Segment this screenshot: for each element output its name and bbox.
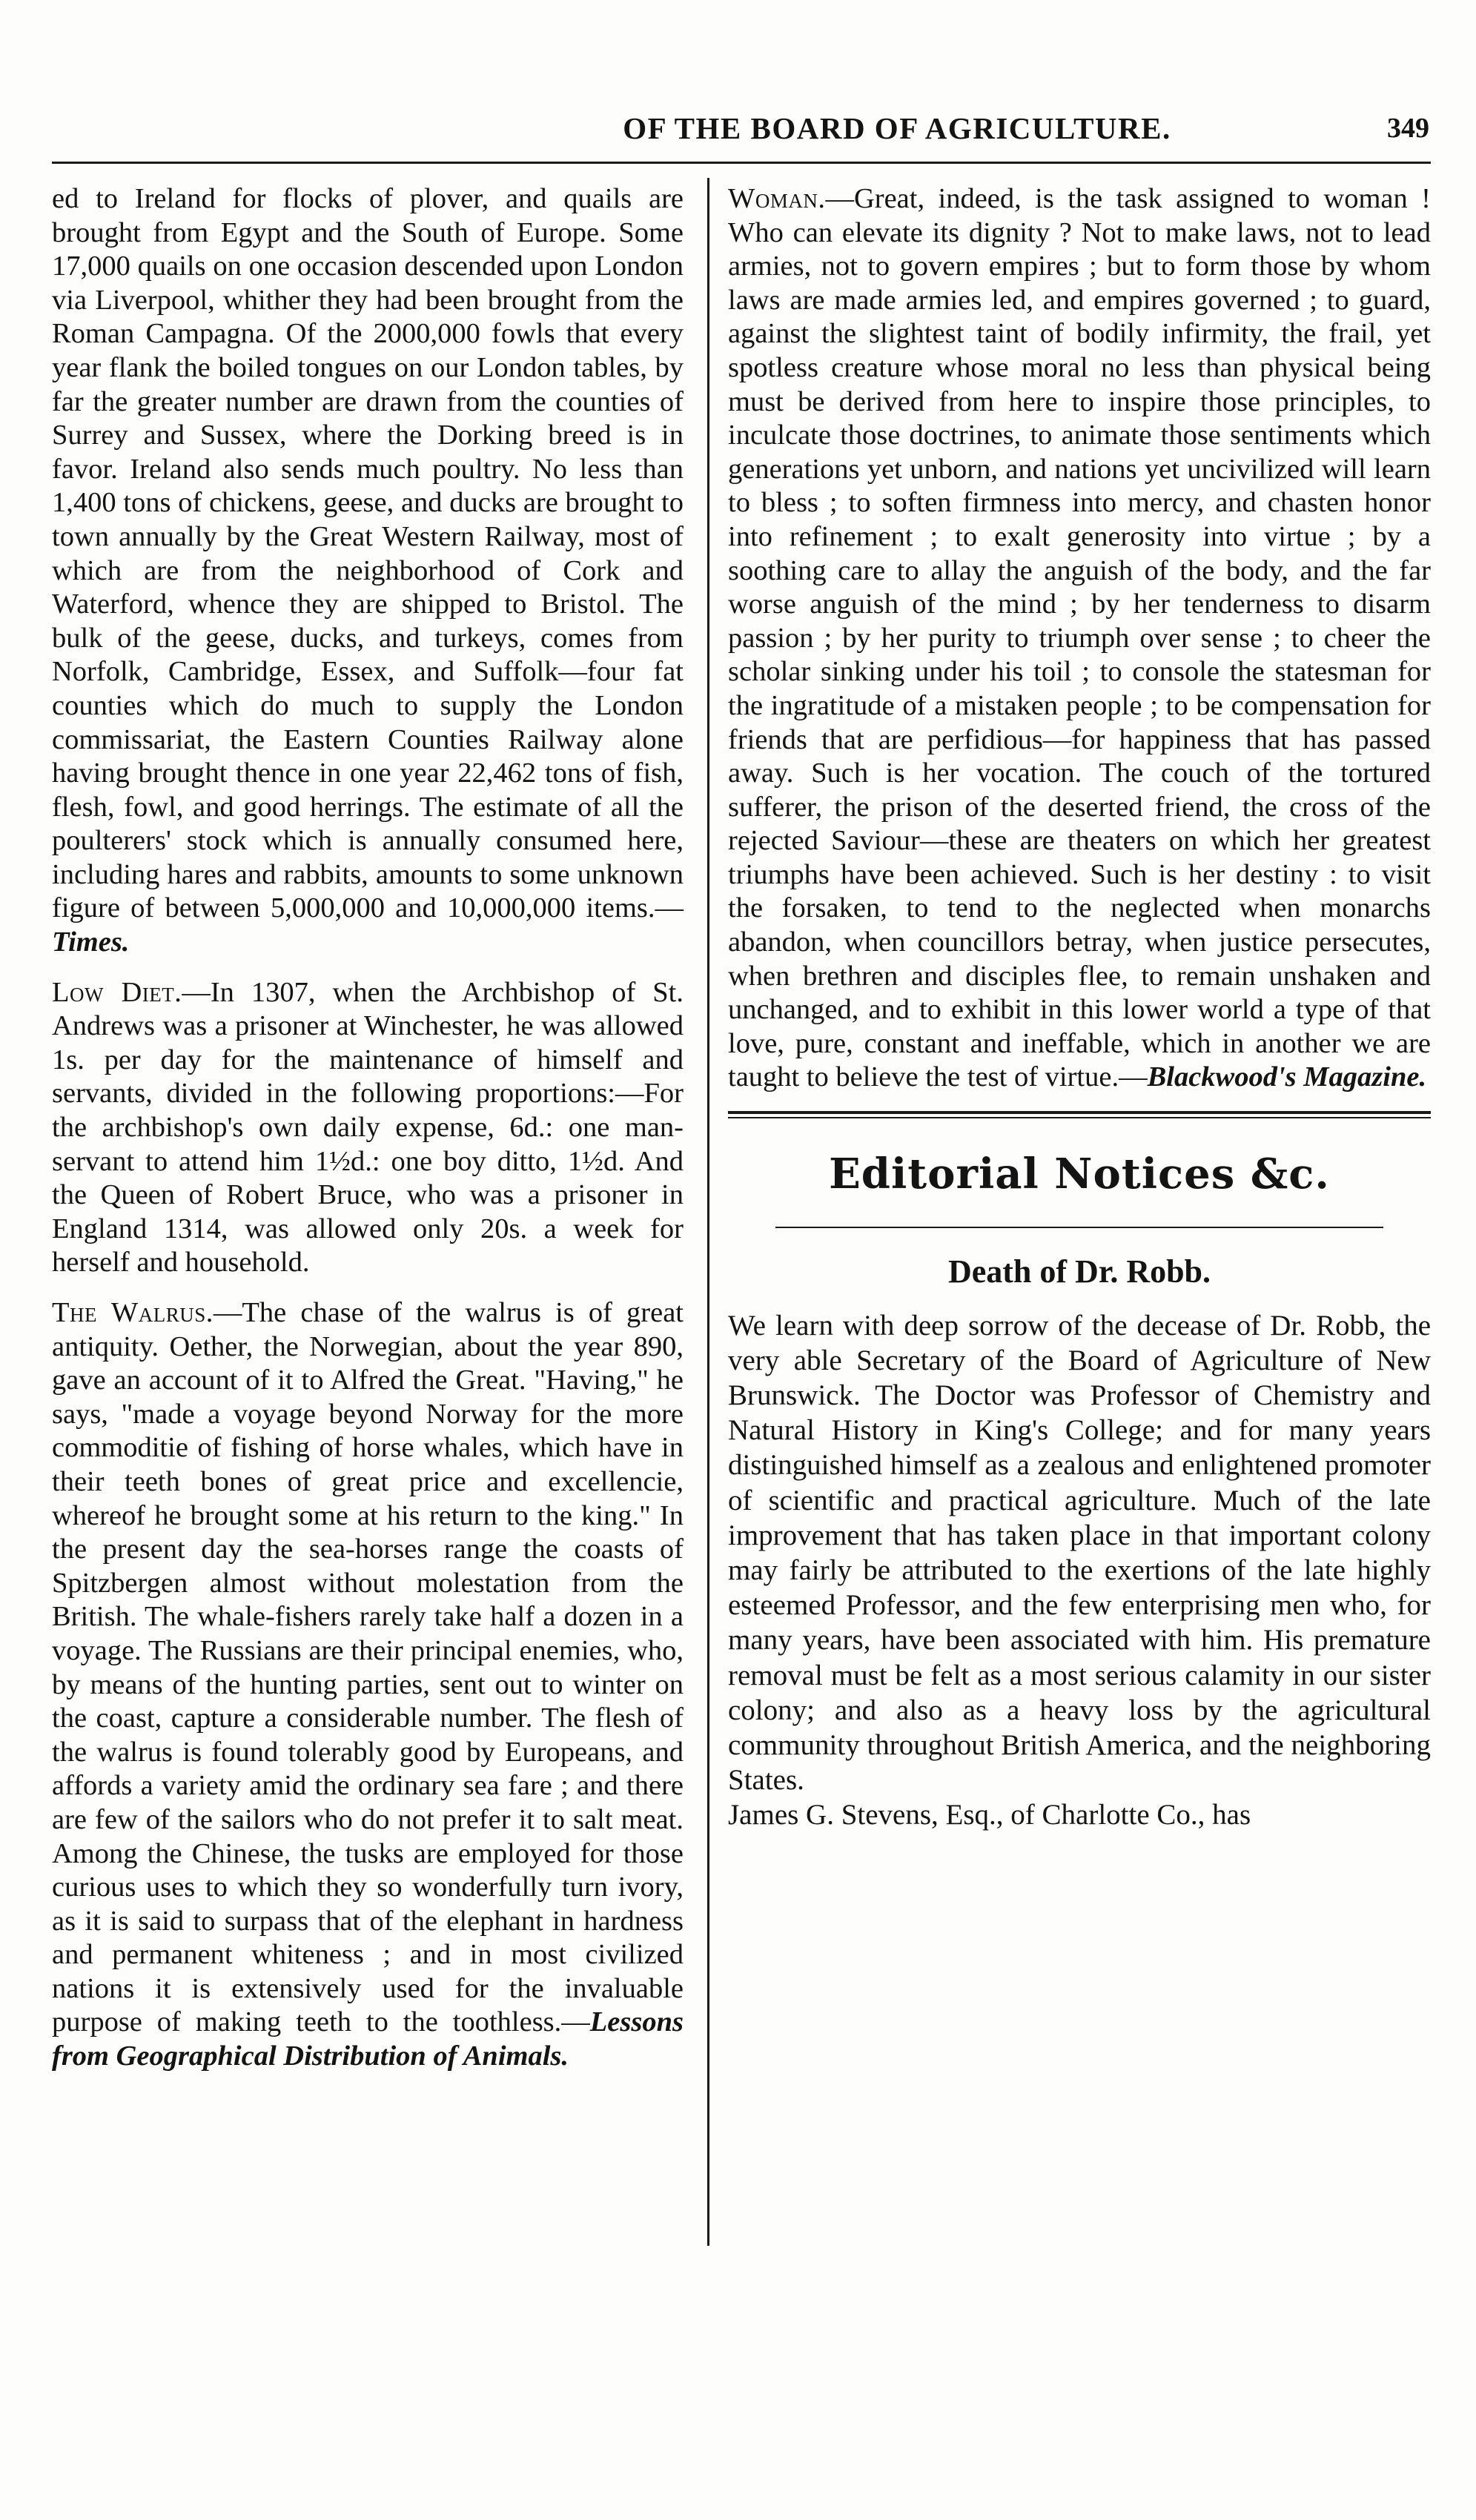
article-paragraph-2: [728, 1797, 1431, 1832]
section-thin-rule: [728, 1117, 1431, 1118]
poultry-text: ed to Ireland for flocks of plover, and quails are brought from Egypt and the South of Europe. Some 17,000 quails on one occasion descended upon London via Liverpool, whither they had been brought from the Roman Campagna. Of the 2000,000 fowls that every year flank the boiled tongues on our London tables, by far the greater number are drawn from the counties of Surrey and Sussex, where the Dorking breed is in favor. Ireland also sends much poultry. No less than 1,400 tons of chickens, geese, and ducks are brought to town annually by the Great Western Railway, most of which are from the neighborhood of Cork and Waterford, whence they are shipped to Bristol. The bulk of the geese, ducks, and turkeys, comes from Norfolk, Cambridge, Essex, and Suffolk—four fat counties which do much to supply the London commissariat, the Eastern Counties Railway alone having brought thence in one year 22,462 tons of fish, flesh, fowl, and good herrings. The estimate of all the poulterers' stock which is annually consumed here, including hares and rabbits, amounts to some unknown figure of between 5,000,000 and 10,000,000 items.—: [52, 183, 684, 924]
poultry-paragraph: [52, 182, 684, 960]
walrus-source: Lessons from Geographical Distribution of Animals.: [52, 2006, 684, 2072]
section-thick-rule: [728, 1111, 1431, 1114]
walrus-lead: The Walrus.: [52, 1297, 214, 1328]
poultry-source: Times.: [52, 926, 130, 958]
article-paragraph-1-text: We learn with deep sorrow of the decease of Dr. Robb, the very able Secretary of the Board of Agriculture of New Brunswick. The Doctor was Professor of Chemistry and Natural History in King's College; and for many years distinguished himself as a zealous and enlightened promoter of scientific and practical agriculture. Much of the late improvement that has taken place in that important colony may fairly be attributed to the exertions of the late highly esteemed Professor, and the few enterprising men who, for many years, have been associated with him. His premature removal must be felt as a most serious calamity in our sister colony; and also as a heavy loss by the agricultural community throughout British America, and the neighboring States.: [728, 1309, 1431, 1797]
low-diet-text: —In 1307, when the Archbishop of St. Andrews was a prisoner at Winchester, he was allowed 1s. per day for the maintenance of himself and servants, divided in the following proportions:—For the archbishop's own daily expense, 6d.: one man-servant to attend him 1½d.: one boy ditto, 1½d. And the Queen of Robert Bruce, who was a prisoner in England 1314, was allowed only 20s. a week for herself and household.: [52, 976, 684, 1279]
low-diet-paragraph: [52, 976, 684, 1280]
woman-source: Blackwood's Magazine.: [1147, 1061, 1427, 1093]
header-rule: [52, 162, 1431, 164]
article-title: Death of Dr. Robb.: [947, 1253, 1211, 1290]
running-head: OF THE BOARD OF AGRICULTURE.: [623, 111, 1171, 145]
woman-text: —Great, indeed, is the task assigned to woman ! Who can elevate its dignity ? Not to make laws, not to lead armies, not to govern empires ; but to form those by whom laws are made armies led, and empires governed ; to guard, against the slightest taint of bodily infirmity, the frail, yet spotless creature whose moral no less than physical being must be derived from here to inspire those principles, to inculcate those doctrines, to animate those sentiments which generations yet unborn, and nations yet uncivilized will learn to bless ; to soften firmness into mercy, and chasten honor into refinement ; to exalt generosity into virtue ; by a soothing care to allay the anguish of the body, and the far worse anguish of the mind ; by her tenderness to disarm passion ; by her purity to triumph over sense ; to cheer the scholar sinking under his toil ; to console the statesman for the ingratitude of a mistaken people ; to be compensation for friends that are perfidious—for happiness that has passed away. Such is her vocation. The couch of the tortured sufferer, the prison of the deserted friend, the cross of the rejected Saviour—these are theaters on which her greatest triumphs have been achieved. Such is her destiny : to visit the forsaken, to tend to the neglected when monarchs abandon, when councillors betray, when justice persecutes, when brethren and disciples flee, to remain unshaken and unchanged, and to exhibit in this lower world a type of that love, pure, constant and ineffable, which in another we are taught to believe the test of virtue.—: [728, 183, 1431, 1093]
walrus-text: —The chase of the walrus is of great antiquity. Oether, the Norwegian, about the year 890, gave an account of it to Alfred the Great. "Having," he says, "made a voyage beyond Norway for the more commoditie of fishing of horse whales, which have in their teeth bones of great price and excellencie, whereof he brought some at his return to the king." In the present day the sea-horses range the coasts of Spitzbergen almost without molestation from the British. The whale-fishers rarely take half a dozen in a voyage. The Russians are their principal enemies, who, by means of the hunting parties, sent out to winter on the coast, capture a considerable number. The flesh of the walrus is found tolerably good by Europeans, and affords a variety amid the ordinary sea fare ; and there are few of the sailors who do not prefer it to salt meat. Among the Chinese, the tusks are employed for those curious uses to which they so wonderfully turn ivory, as it is said to surpass that of the elephant in hardness and permanent whiteness ; and in most civilized nations it is extensively used for the invaluable purpose of making teeth to the toothless.—: [52, 1297, 684, 2038]
left-column: [52, 182, 684, 2090]
column-divider: [707, 178, 709, 2246]
article-paragraph-1: [728, 1308, 1431, 1798]
low-diet-lead: Low Diet.: [52, 976, 182, 1008]
article-paragraph-2-text: James G. Stevens, Esq., of Charlotte Co., has: [728, 1799, 1251, 1831]
right-column: [728, 182, 1431, 1833]
page-number: 349: [1387, 113, 1429, 144]
obituary-article: [728, 1250, 1431, 1833]
section-heading: Editorial Notices &c.: [829, 1149, 1330, 1198]
walrus-paragraph: [52, 1296, 684, 2074]
heading-rule: [775, 1227, 1383, 1228]
woman-lead: Woman.: [728, 183, 826, 214]
woman-paragraph: [728, 182, 1431, 1095]
